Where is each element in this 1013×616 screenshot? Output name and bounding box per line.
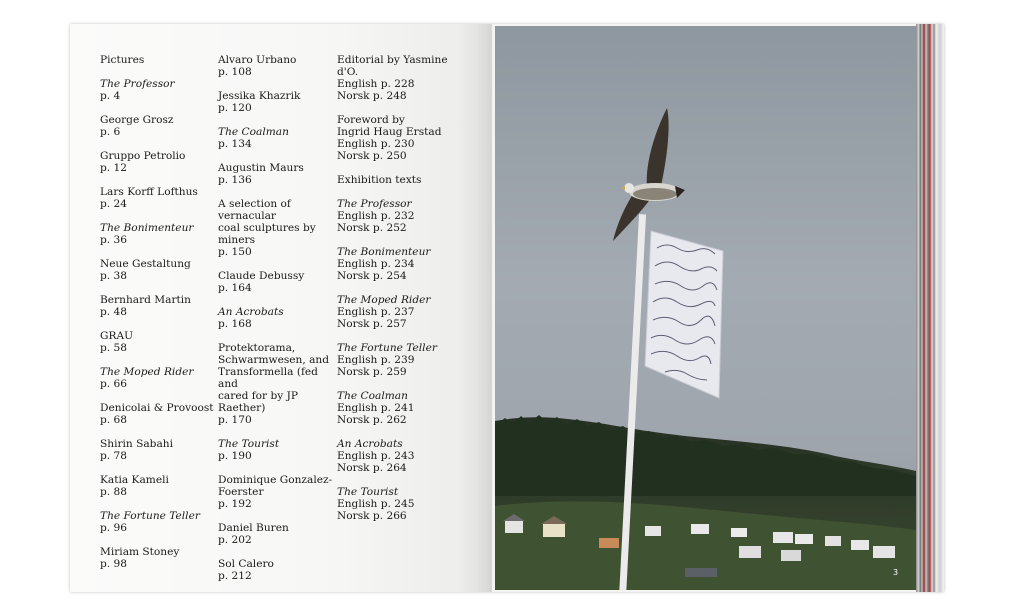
entry-line: p. 88 [100, 486, 127, 498]
entry-line: cared for by JP Raether) [218, 390, 298, 414]
contents-entry [218, 522, 334, 546]
entry-line: Ingrid Haug Erstad [337, 126, 442, 138]
entry-title: Protektorama, [218, 342, 296, 354]
contents-entry [337, 342, 455, 378]
contents-entry [100, 438, 220, 462]
entry-line: Schwarmwesen, and [218, 354, 330, 366]
entry-title: The Fortune Teller [337, 342, 437, 354]
entry-title: Exhibition texts [337, 174, 422, 186]
entry-title: Neue Gestaltung [100, 258, 191, 270]
entry-title: The Coalman [337, 390, 408, 402]
entry-line: English p. 243 [337, 450, 415, 462]
contents-entry [100, 258, 220, 282]
contents-entry [218, 54, 334, 78]
entry-title: Alvaro Urbano [218, 54, 297, 66]
entry-title: An Acrobats [337, 438, 403, 450]
entry-title: The Fortune Teller [100, 510, 200, 522]
contents-entry [337, 246, 455, 282]
entry-line: p. 170 [218, 414, 252, 426]
entry-title: Editorial by Yasmine d'O. [337, 54, 448, 78]
entry-line: Norsk p. 257 [337, 318, 407, 330]
entry-title: The Bonimenteur [337, 246, 431, 258]
entry-title: The Professor [337, 198, 412, 210]
contents-entry [337, 294, 455, 330]
entry-line: English p. 228 [337, 78, 415, 90]
entry-title: Sol Calero [218, 558, 274, 570]
page-number: 3 [893, 568, 899, 577]
contents-column-2 [218, 54, 334, 594]
entry-line: Norsk p. 259 [337, 366, 407, 378]
entry-line: p. 68 [100, 414, 127, 426]
contents-entry [100, 222, 220, 246]
entry-line: p. 168 [218, 318, 252, 330]
entry-line: Norsk p. 250 [337, 150, 407, 162]
contents-entry [337, 486, 455, 522]
page-edge-stack [916, 24, 944, 592]
contents-entry [100, 54, 220, 66]
entry-line: English p. 230 [337, 138, 415, 150]
contents-entry [337, 390, 455, 426]
contents-entry [100, 330, 220, 354]
contents-entry [218, 270, 334, 294]
entry-title: Claude Debussy [218, 270, 305, 282]
entry-line: Norsk p. 266 [337, 510, 407, 522]
entry-line: p. 98 [100, 558, 127, 570]
entry-title: The Coalman [218, 126, 289, 138]
entry-line: Foerster [218, 486, 264, 498]
contents-entry [100, 294, 220, 318]
contents-entry [337, 438, 455, 474]
entry-title: Daniel Buren [218, 522, 289, 534]
entry-title: GRAU [100, 330, 134, 342]
entry-title: Denicolai & Provoost [100, 402, 214, 414]
contents-entry [218, 162, 334, 186]
contents-entry [100, 402, 220, 426]
contents-entry [337, 198, 455, 234]
entry-line: p. 48 [100, 306, 127, 318]
contents-page [70, 24, 492, 592]
contents-entry [218, 342, 334, 426]
entry-line: Transformella (fed and [218, 366, 318, 390]
entry-title: Gruppo Petrolio [100, 150, 186, 162]
entry-title: Augustin Maurs [218, 162, 304, 174]
entry-line: English p. 234 [337, 258, 415, 270]
contents-entry [337, 174, 455, 186]
entry-line: p. 38 [100, 270, 127, 282]
entry-title: Pictures [100, 54, 145, 66]
contents-entry [218, 90, 334, 114]
contents-entry [100, 114, 220, 138]
photo-illustration [495, 26, 916, 590]
entry-title: Dominique Gonzalez- [218, 474, 333, 486]
entry-line: Norsk p. 264 [337, 462, 407, 474]
entry-title: Jessika Khazrik [218, 90, 301, 102]
entry-title: The Moped Rider [337, 294, 431, 306]
entry-line: English p. 237 [337, 306, 415, 318]
entry-line: p. 58 [100, 342, 127, 354]
entry-title: Bernhard Martin [100, 294, 191, 306]
entry-line: p. 136 [218, 174, 252, 186]
entry-title: The Tourist [337, 486, 399, 498]
entry-line: p. 12 [100, 162, 127, 174]
entry-line: English p. 245 [337, 498, 415, 510]
contents-entry [218, 558, 334, 582]
entry-title: Lars Korff Lofthus [100, 186, 198, 198]
entry-line: Norsk p. 252 [337, 222, 407, 234]
entry-line: p. 164 [218, 282, 252, 294]
entry-line: p. 36 [100, 234, 127, 246]
contents-entry [100, 546, 220, 570]
entry-line: p. 6 [100, 126, 121, 138]
entry-line: p. 78 [100, 450, 127, 462]
entry-line: Norsk p. 248 [337, 90, 407, 102]
entry-title: Shirin Sabahi [100, 438, 173, 450]
entry-line: p. 192 [218, 498, 252, 510]
entry-line: p. 4 [100, 90, 121, 102]
contents-entry [100, 186, 220, 210]
entry-title: George Grosz [100, 114, 174, 126]
entry-title: The Professor [100, 78, 175, 90]
entry-line: p. 134 [218, 138, 252, 150]
entry-line: p. 96 [100, 522, 127, 534]
entry-line: English p. 232 [337, 210, 415, 222]
entry-title: Katia Kameli [100, 474, 169, 486]
entry-line: Norsk p. 254 [337, 270, 407, 282]
contents-entry [100, 366, 220, 390]
entry-line: p. 24 [100, 198, 127, 210]
entry-line: p. 108 [218, 66, 252, 78]
contents-entry [218, 306, 334, 330]
entry-line: Norsk p. 262 [337, 414, 407, 426]
book-spread [70, 24, 944, 592]
contents-entry [218, 438, 334, 462]
contents-entry [100, 78, 220, 102]
contents-entry [218, 198, 334, 258]
entry-title: An Acrobats [218, 306, 284, 318]
seagull-flag-photo [495, 26, 916, 590]
contents-column-1 [100, 54, 220, 582]
page-gutter-shadow [458, 24, 494, 592]
entry-line: English p. 241 [337, 402, 415, 414]
entry-line: coal sculptures by miners [218, 222, 316, 246]
entry-title: The Tourist [218, 438, 280, 450]
contents-entry [218, 474, 334, 510]
photo-page [492, 24, 944, 592]
contents-entry [100, 474, 220, 498]
entry-title: The Moped Rider [100, 366, 194, 378]
entry-title: The Bonimenteur [100, 222, 194, 234]
entry-line: English p. 239 [337, 354, 415, 366]
contents-entry [218, 126, 334, 150]
entry-line: p. 150 [218, 246, 252, 258]
entry-line: p. 66 [100, 378, 127, 390]
entry-title: Miriam Stoney [100, 546, 180, 558]
entry-line: p. 202 [218, 534, 252, 546]
contents-entry [100, 150, 220, 174]
contents-entry [337, 54, 455, 102]
contents-entry [337, 114, 455, 162]
entry-line: p. 190 [218, 450, 252, 462]
entry-title: A selection of vernacular [218, 198, 291, 222]
entry-title: Foreword by [337, 114, 405, 126]
contents-column-3 [337, 54, 455, 534]
entry-line: p. 120 [218, 102, 252, 114]
contents-entry [100, 510, 220, 534]
entry-line: p. 212 [218, 570, 252, 582]
